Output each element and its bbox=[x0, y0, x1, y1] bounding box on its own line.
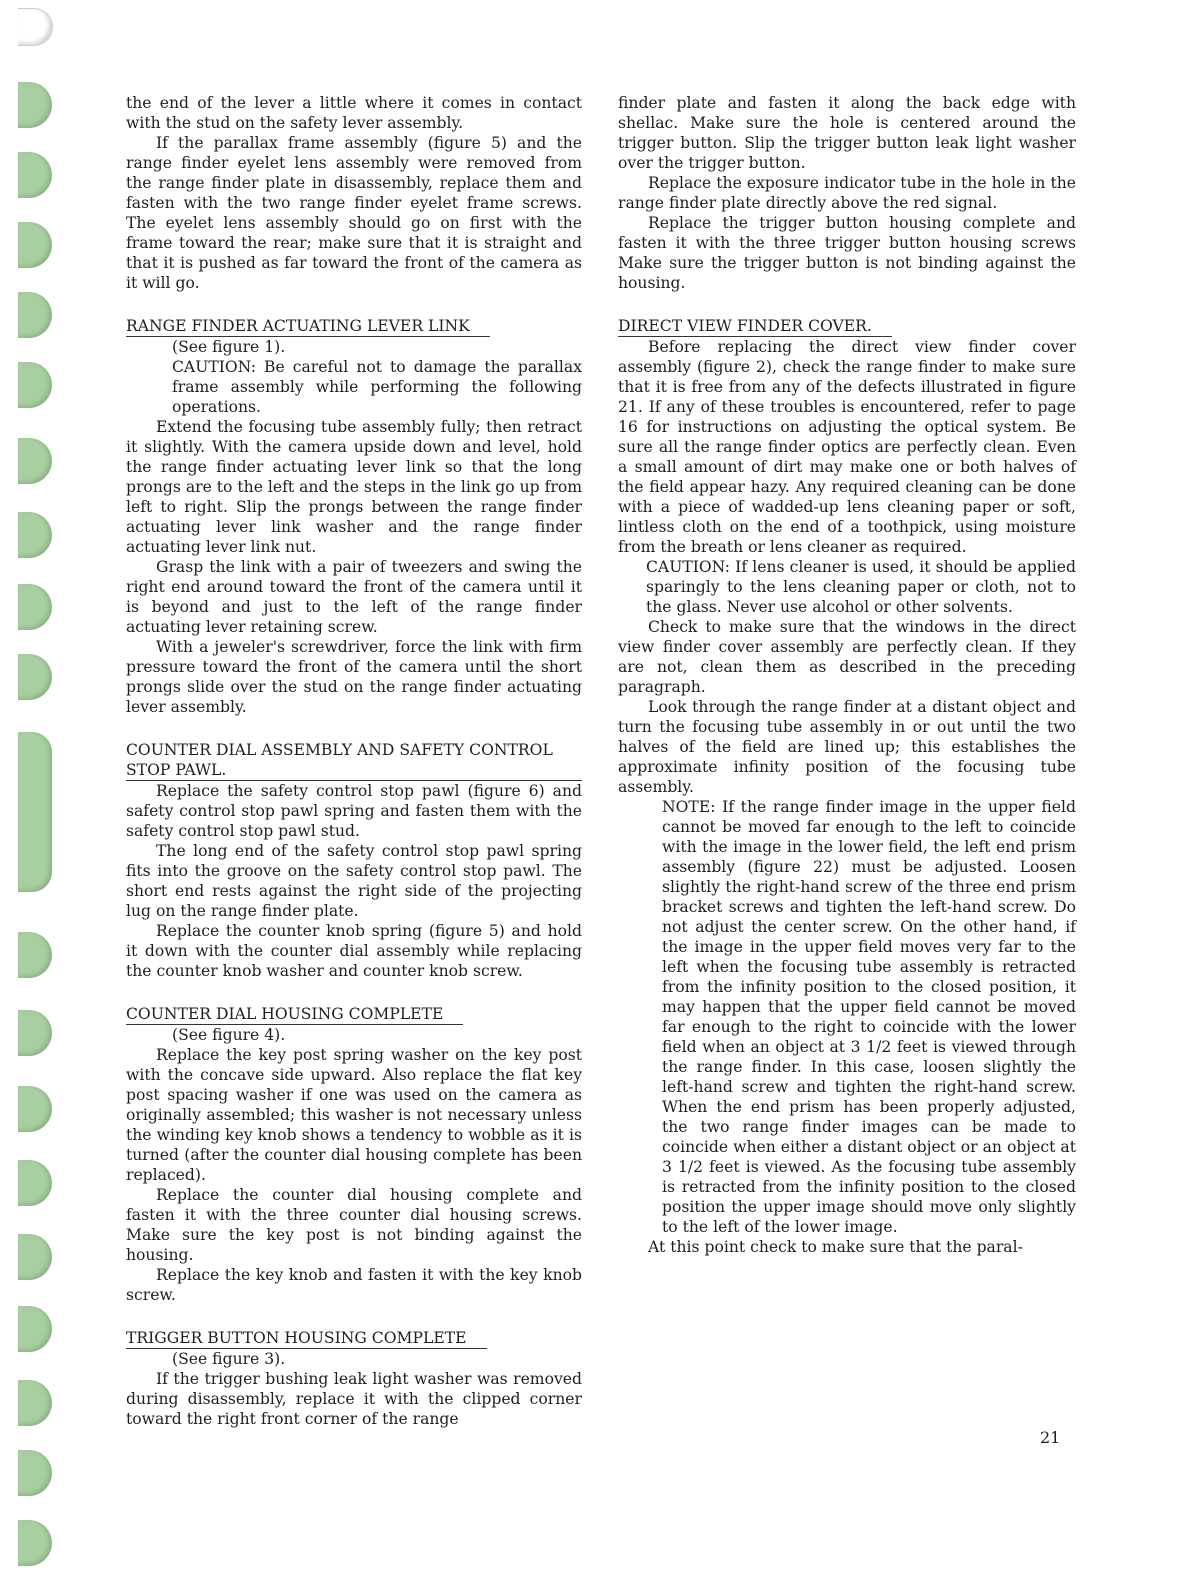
binding-hole bbox=[18, 8, 53, 46]
binding-hole bbox=[18, 222, 52, 268]
section-heading-counter-dial: COUNTER DIAL ASSEMBLY AND SAFETY CONTROL STOP PAWL. bbox=[126, 740, 582, 781]
paragraph: Look through the range finder at a distant object and turn the focusing tube assembly in or out until the two halves of the field are lined up; this establishes the approximate infinity position of the focusing tube assembly. bbox=[618, 698, 1076, 796]
page-number: 21 bbox=[1040, 1428, 1061, 1447]
binding-hole bbox=[18, 1010, 52, 1056]
binding-hole bbox=[18, 438, 52, 484]
section-heading-trigger-button-housing: TRIGGER BUTTON HOUSING COMPLETE bbox=[126, 1328, 487, 1349]
section-heading-counter-dial-housing: COUNTER DIAL HOUSING COMPLETE bbox=[126, 1004, 463, 1025]
paragraph: The long end of the safety control stop pawl spring fits into the groove on the safety control stop pawl. The short end rests against the right side of the projecting lug on the range finder plate. bbox=[126, 842, 582, 920]
paragraph: If the parallax frame assembly (figure 5) and the range finder eyelet lens assembly were removed from the range finder plate in disassembly, replace them and fasten with the two range finder eyelet frame screws. The eyelet lens assembly should go on first with the frame toward the rear; make sure that it is straight and that it is pushed as far toward the front of the camera as it will go. bbox=[126, 134, 582, 292]
binding-hole bbox=[18, 362, 52, 408]
left-column bbox=[126, 93, 582, 1429]
paragraph: finder plate and fasten it along the back edge with shellac. Make sure the hole is centered around the trigger button. Slip the trigger button leak light washer over the trigger button. bbox=[618, 94, 1076, 172]
paragraph: If the trigger bushing leak light washer was removed during disassembly, replace it with the clipped corner toward the right front corner of the range bbox=[126, 1370, 582, 1428]
note-block: NOTE: If the range finder image in the upper field cannot be moved far enough to the left to coincide with the image in the lower field, the left end prism assembly (figure 22) must be adjusted. Loosen slightly the right-hand screw of the three end prism bracket screws and tighten the left-hand screw. Do not adjust the center screw. On the other hand, if the image in the upper field moves very far to the left when the focusing tube assembly is retracted from the infinity position to the closed position, it may happen that the upper field cannot be moved far enough to the right to coincide with the lower field when an object at 3 1/2 feet is viewed through the range finder. In this case, loosen slightly the left-hand screw and tighten the right-hand screw. When the end prism has been properly adjusted, the two range finder images can be made to coincide when either a distant object or an object at 3 1/2 feet is viewed. As the focusing tube assembly is retracted from the infinity position to the closed position the upper image should move only slightly to the left of the lower image. bbox=[662, 798, 1076, 1236]
paragraph: At this point check to make sure that the paral- bbox=[648, 1238, 1023, 1256]
paragraph: With a jeweler's screwdriver, force the link with firm pressure toward the front of the camera until the short prongs slide over the stud on the range finder actuating lever assembly. bbox=[126, 638, 582, 716]
paragraph: Grasp the link with a pair of tweezers and swing the right end around toward the front of the camera until it is beyond and just to the left of the range finder actuating lever retaining screw. bbox=[126, 558, 582, 636]
binding-hole bbox=[18, 152, 52, 198]
caution-note: CAUTION: If lens cleaner is used, it should be applied sparingly to the lens cleaning paper or cloth, not to the glass. Never use alcohol or other solvents. bbox=[646, 558, 1076, 616]
paragraph: Replace the key post spring washer on the key post with the concave side upward. Also replace the flat key post spacing washer if one was used on the camera as originally assembled; this washer is not necessary unless the winding key knob shows a tendency to wobble as it is turned (after the counter dial housing complete has been replaced). bbox=[126, 1046, 582, 1184]
paragraph: Replace the exposure indicator tube in the hole in the range finder plate directly above the red signal. bbox=[618, 174, 1076, 212]
caution-note: CAUTION: Be careful not to damage the parallax frame assembly while performing the following operations. bbox=[172, 358, 582, 416]
binding-hole bbox=[18, 584, 52, 630]
binding-hole bbox=[18, 82, 52, 128]
binding-hole bbox=[18, 292, 52, 338]
binding-hole bbox=[18, 1306, 52, 1352]
section-heading-direct-view-finder-cover: DIRECT VIEW FINDER COVER. bbox=[618, 316, 892, 337]
paragraph: Check to make sure that the windows in the direct view finder cover assembly are perfectly clean. If they are not, clean them as described in the preceding paragraph. bbox=[618, 618, 1076, 696]
paragraph: Replace the safety control stop pawl (figure 6) and safety control stop pawl spring and fasten them with the safety control stop pawl stud. bbox=[126, 782, 582, 840]
paragraph: Replace the counter knob spring (figure 5) and hold it down with the counter dial assembly while replacing the counter knob washer and counter knob screw. bbox=[126, 922, 582, 980]
right-column bbox=[618, 93, 1076, 1257]
figure-reference: (See figure 1). bbox=[172, 338, 286, 356]
binding-hole bbox=[18, 932, 52, 978]
figure-reference: (See figure 3). bbox=[172, 1350, 286, 1368]
binding-hole bbox=[18, 1160, 52, 1206]
paragraph: the end of the lever a little where it comes in contact with the stud on the safety lever assembly. bbox=[126, 94, 582, 132]
spiral-binding bbox=[0, 0, 70, 1572]
paragraph: Replace the counter dial housing complete and fasten it with the three counter dial housing screws. Make sure the key post is not binding against the housing. bbox=[126, 1186, 582, 1264]
paragraph: Replace the key knob and fasten it with the key knob screw. bbox=[126, 1266, 582, 1304]
paragraph: Extend the focusing tube assembly fully; then retract it slightly. With the camera upside down and level, hold the range finder actuating lever link so that the long prongs are to the left and the steps in the link go up from left to right. Slip the prongs between the range finder actuating lever link washer and the range finder actuating lever link nut. bbox=[126, 418, 582, 556]
paragraph: Replace the trigger button housing complete and fasten it with the three trigger button housing screws Make sure the trigger button is not binding against the housing. bbox=[618, 214, 1076, 292]
binding-hole bbox=[18, 1234, 52, 1280]
binding-hole bbox=[18, 654, 52, 700]
figure-reference: (See figure 4). bbox=[172, 1026, 286, 1044]
paragraph: Before replacing the direct view finder cover assembly (figure 2), check the range finder to make sure that it is free from any of the defects illustrated in figure 21. If any of these troubles is encountered, refer to page 16 for instructions on adjusting the optical system. Be sure all the range finder optics are perfectly clean. Even a small amount of dirt may make one or both halves of the field appear hazy. Any required cleaning can be done with a piece of wadded-up lens cleaning paper or soft, lintless cloth on the end of a toothpick, using moisture from the breath or lens cleaner as required. bbox=[618, 338, 1076, 556]
binding-hole bbox=[18, 732, 52, 892]
binding-hole bbox=[18, 1086, 52, 1132]
section-heading-range-finder-lever-link: RANGE FINDER ACTUATING LEVER LINK bbox=[126, 316, 490, 337]
binding-hole bbox=[18, 512, 52, 558]
binding-hole bbox=[18, 1450, 52, 1496]
binding-hole bbox=[18, 1520, 52, 1566]
binding-hole bbox=[18, 1380, 52, 1426]
